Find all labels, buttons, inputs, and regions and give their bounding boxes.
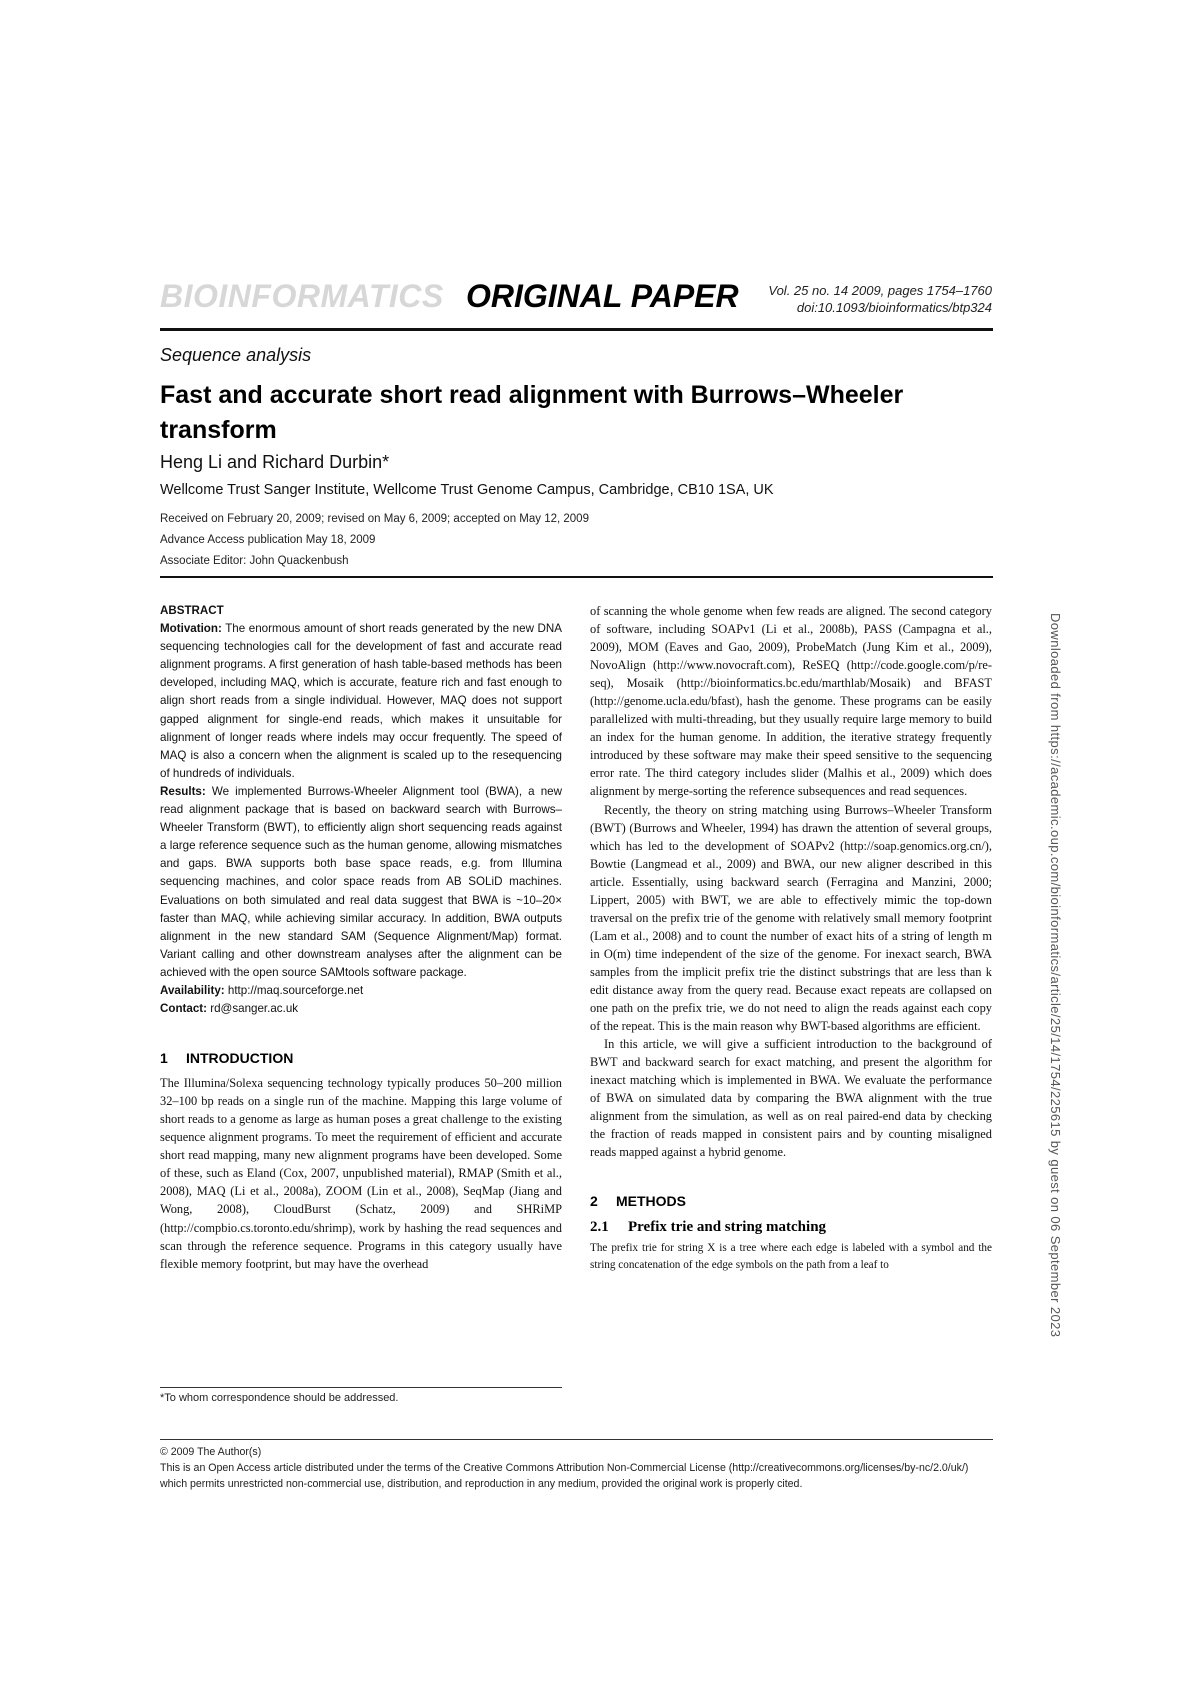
contact-email[interactable]: rd@sanger.ac.uk (210, 1002, 299, 1016)
abstract-availability (160, 982, 562, 1000)
methods-paragraph: The prefix trie for string X is a tree where each edge is labeled with a symbol and the string concatenation of the edge symbols on the path from a leaf to (590, 1242, 992, 1272)
availability-label: Availability: (160, 983, 225, 997)
received-dates: Received on February 20, 2009; revised on May 6, 2009; accepted on May 12, 2009 (160, 513, 589, 525)
doi-line: doi:10.1093/bioinformatics/btp324 (796, 300, 992, 315)
metadata-rule (160, 576, 993, 578)
header-rule (160, 328, 993, 331)
contact-label: Contact: (160, 1002, 208, 1016)
article-title: Fast and accurate short read alignment with Burrows–Wheeler transform (160, 381, 904, 444)
volume-line: Vol. 25 no. 14 2009, pages 1754–1760 (768, 283, 992, 298)
intro-paragraph: The Illumina/Solexa sequencing technology typically produces 50–200 million 32–100 bp reads on a single run of the machine. Mapping this large volume of short reads to a genome as large as human poses a great challenge to the existing sequence alignment programs. To meet the requirement of efficient and accurate short read mapping, many new alignment programs have been developed. Some of these, such as Eland (Cox, 2007, unpublished material), RMAP (Smith et al., 2008), MAQ (Li et al., 2008a), ZOOM (Lin et al., 2008), SeqMap (Jiang and Wong, 2008), CloudBurst (Schatz, 2009) and SHRiMP (http://compbio.cs.toronto.edu/shrimp), work by hashing the read sequences and scan through the reference sequence. Programs in this category usually have flexible memory footprint, but may have the overhead (160, 1076, 562, 1271)
methods-heading-text: METHODS (616, 1193, 686, 1210)
license-text: This is an Open Access article distributed under the terms of the Creative Commons Attribution Non-Commercial License (http://creativecommons.org/licenses/by-nc/2.0/uk/) which permits unrestricted non-commercial use, distribution, and reproduction in any medium, provided the original work is properly cited. (160, 1462, 969, 1490)
abstract-motivation (160, 620, 562, 783)
subsection-heading (590, 1219, 992, 1236)
paper-type: ORIGINAL PAPER (466, 278, 739, 314)
abstract-results (160, 783, 562, 982)
subsection-heading-text: Prefix trie and string matching (628, 1219, 827, 1236)
availability-link[interactable]: http://maq.sourceforge.net (227, 983, 364, 997)
journal-name: BIOINFORMATICS (160, 278, 444, 314)
intro-body (160, 1074, 562, 1273)
abstract (160, 602, 562, 1018)
subsection-number: 2.1 (590, 1219, 609, 1236)
methods-section-number: 2 (590, 1193, 598, 1210)
footer-rule (160, 1439, 993, 1440)
copyright-line: © 2009 The Author(s) (160, 1446, 262, 1458)
footnote-rule (160, 1387, 562, 1388)
abstract-contact (160, 1000, 562, 1018)
correspondence-footnote: *To whom correspondence should be addressed. (160, 1392, 399, 1404)
download-watermark: Downloaded from https://academic.oup.com/bioinformatics/article/25/14/1754/225615 by guest on 06 September 2023 (1048, 613, 1063, 1338)
results-text: We implemented Burrows-Wheeler Alignment tool (BWA), a new read alignment package that is based on backward search with Burrows–Wheeler Transform (BWT), to efficiently align short sequencing reads against a large reference sequence such as the human genome, allowing mismatches and gaps. BWA supports both base space reads, e.g. from Illumina sequencing machines, and color space reads from AB SOLiD machines. Evaluations on both simulated and real data suggest that BWA is ~10–20× faster than MAQ, while achieving similar accuracy. In addition, BWA outputs alignment in the new standard SAM (Sequence Alignment/Map) format. Variant calling and other downstream analyses after the alignment can be achieved with the open source SAMtools software package. (160, 784, 562, 979)
article-authors: Heng Li and Richard Durbin* (160, 452, 390, 472)
methods-heading (590, 1193, 992, 1209)
intro-section-number: 1 (160, 1050, 168, 1067)
abstract-heading: ABSTRACT (160, 604, 224, 617)
results-label: Results: (160, 784, 206, 798)
right-column (590, 602, 992, 1274)
author-affiliation: Wellcome Trust Sanger Institute, Wellcome Trust Genome Campus, Cambridge, CB10 1SA, UK (160, 482, 774, 498)
motivation-label: Motivation: (160, 622, 222, 636)
volume-info (768, 282, 992, 316)
advance-access: Advance Access publication May 18, 2009 (160, 534, 376, 546)
intro-heading (160, 1050, 562, 1066)
intro-heading-text: INTRODUCTION (186, 1050, 294, 1067)
motivation-text: The enormous amount of short reads generated by the new DNA sequencing technologies call for the development of fast and accurate read alignment programs. A first generation of hash table-based methods has been developed, including MAQ, which is accurate, feature rich and fast enough to align short reads from a single individual. However, MAQ does not support gapped alignment for single-end reads, which makes it unsuitable for alignment of longer reads where indels may occur frequently. The speed of MAQ is also a concern when the alignment is scaled up to the resequencing of hundreds of individuals. (160, 622, 562, 780)
section-label: Sequence analysis (160, 345, 312, 365)
license-footer (160, 1444, 993, 1492)
intro-paragraph-cont: of scanning the whole genome when few reads are aligned. The second category of software, including SOAPv1 (Li et al., 2008b), PASS (Campagna et al., 2009), MOM (Eaves and Gao, 2009), ProbeMatch (Jung Kim et al., 2009), NovoAlign (http://www.novocraft.com), ReSEQ (http://code.google.com/p/re-seq), Mosaik (http://bioinformatics.bc.edu/marthlab/Mosaik) and BFAST (http://genome.ucla.edu/bfast), hash the genome. These programs can be easily parallelized with multi-threading, but they usually require large memory to build an index for the human genome. In addition, the iterative strategy frequently introduced by these software may make their speed sensitive to the sequencing error rate. The third category includes slider (Malhis et al., 2009) which does alignment by merge-sorting the reference subsequences and read sequences. (590, 604, 992, 799)
intro-paragraph-2: Recently, the theory on string matching using Burrows–Wheeler Transform (BWT) (Burrows and Wheeler, 1994) has drawn the attention of several groups, which has led to the development of SOAPv2 (http://soap.genomics.org.cn/), Bowtie (Langmead et al., 2009) and BWA, our new aligner described in this article. Essentially, using backward search (Ferragina and Manzini, 2000; Lippert, 2005) with BWT, we are able to effectively mimic the top-down traversal on the prefix trie of the genome with relatively small memory footprint (Lam et al., 2008) and to count the number of exact hits of a string of length m in O(m) time independent of the size of the genome. For inexact search, BWA samples from the implicit prefix trie the distinct substrings that are less than k edit distance away from the query read. Because exact repeats are collapsed on one path on the prefix trie, we do not need to align the reads against each copy of the repeat. This is the main reason why BWT-based algorithms are efficient. (590, 802, 992, 1034)
associate-editor: Associate Editor: John Quackenbush (160, 555, 349, 567)
left-column (160, 602, 562, 1273)
right-column-body (590, 602, 992, 1161)
intro-paragraph-3: In this article, we will give a sufficient introduction to the background of BWT and backward search for exact matching, and present the algorithm for inexact matching which is implemented in BWA. We evaluate the performance of BWA on simulated data by comparing the BWA alignment with the true alignment from the simulation, as well as on real paired-end data by checking the fraction of reads mapped in consistent pairs and by counting misaligned reads mapped against a hybrid genome. (590, 1037, 992, 1160)
